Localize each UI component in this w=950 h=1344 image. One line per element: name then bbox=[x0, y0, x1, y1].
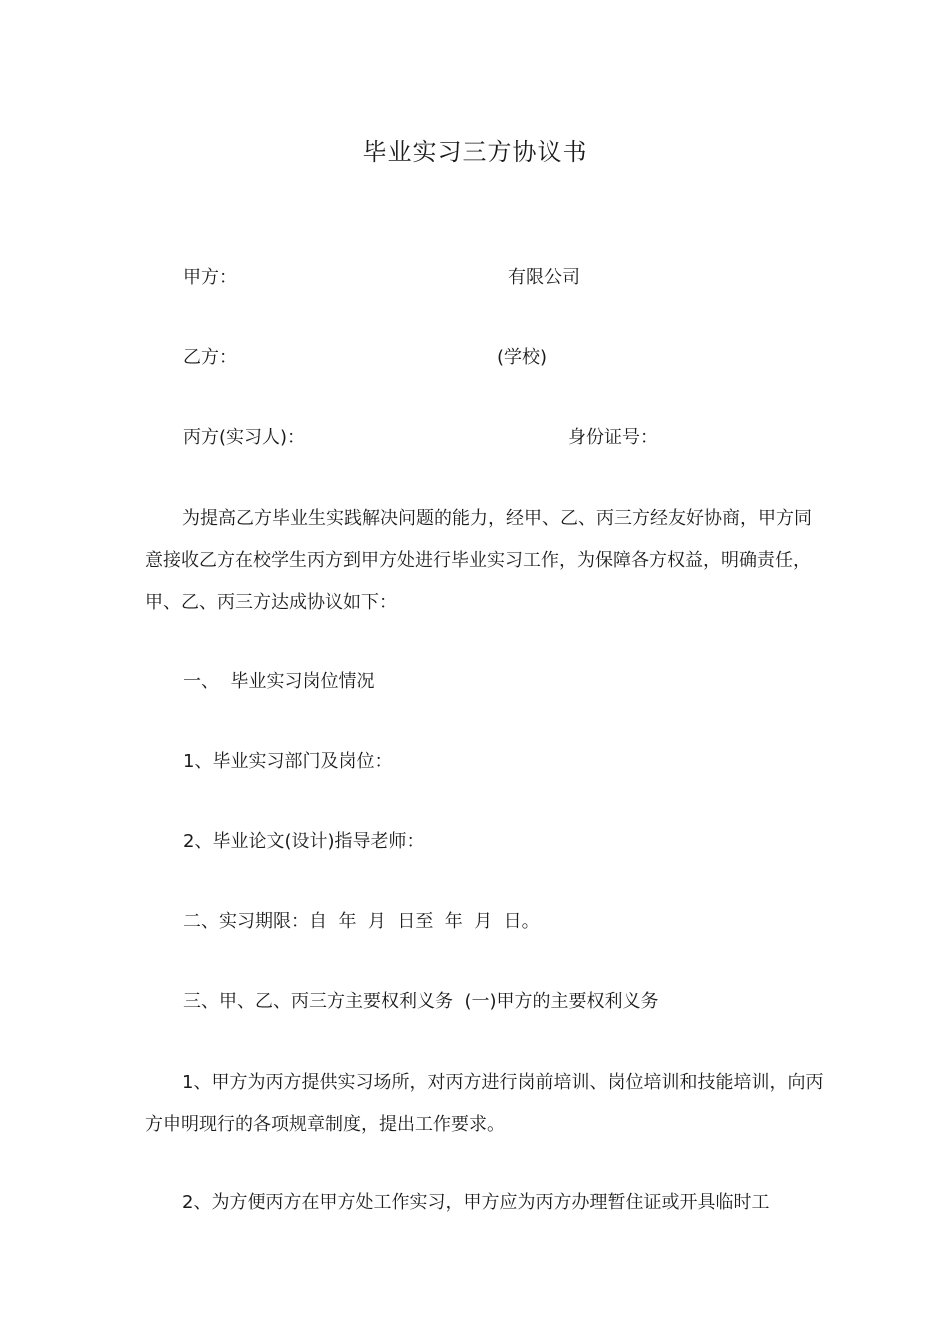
section-three-heading: 三、甲、乙、丙三方主要权利义务 (一)甲方的主要权利义务 bbox=[183, 991, 659, 1012]
intro-paragraph: 为提高乙方毕业生实践解决问题的能力，经甲、乙、丙三方经友好协商，甲方同意接收乙方在校学生丙方到甲方处进行毕业实习工作，为保障各方权益，明确责任，甲、乙、丙三方达成协议如下： bbox=[145, 508, 812, 613]
party-a-suffix: 有限公司 bbox=[508, 267, 580, 288]
document-title: 毕业实习三方协议书 bbox=[362, 138, 588, 166]
party-c-label: 丙方(实习人)： bbox=[183, 427, 306, 448]
clause-3-2: 2、为方便丙方在甲方处工作实习，甲方应为丙方办理暂住证或开具临时工 bbox=[182, 1192, 770, 1213]
section-two-period: 二、实习期限：自 年 月 日至 年 月 日。 bbox=[183, 911, 540, 932]
party-b-label: 乙方： bbox=[183, 347, 237, 368]
clause-3-1: 1、甲方为丙方提供实习场所，对丙方进行岗前培训、岗位培训和技能培训，向丙方申明现行的各项规章制度，提出工作要求。 bbox=[145, 1072, 824, 1135]
section-one-heading: 一、 毕业实习岗位情况 bbox=[183, 671, 375, 692]
item-department-position: 1、毕业实习部门及岗位： bbox=[183, 751, 393, 772]
party-a-label: 甲方： bbox=[183, 267, 237, 288]
item-thesis-advisor: 2、毕业论文(设计)指导老师： bbox=[183, 831, 425, 852]
party-b-suffix: (学校) bbox=[497, 347, 548, 368]
party-c-id-label: 身份证号： bbox=[568, 427, 658, 448]
